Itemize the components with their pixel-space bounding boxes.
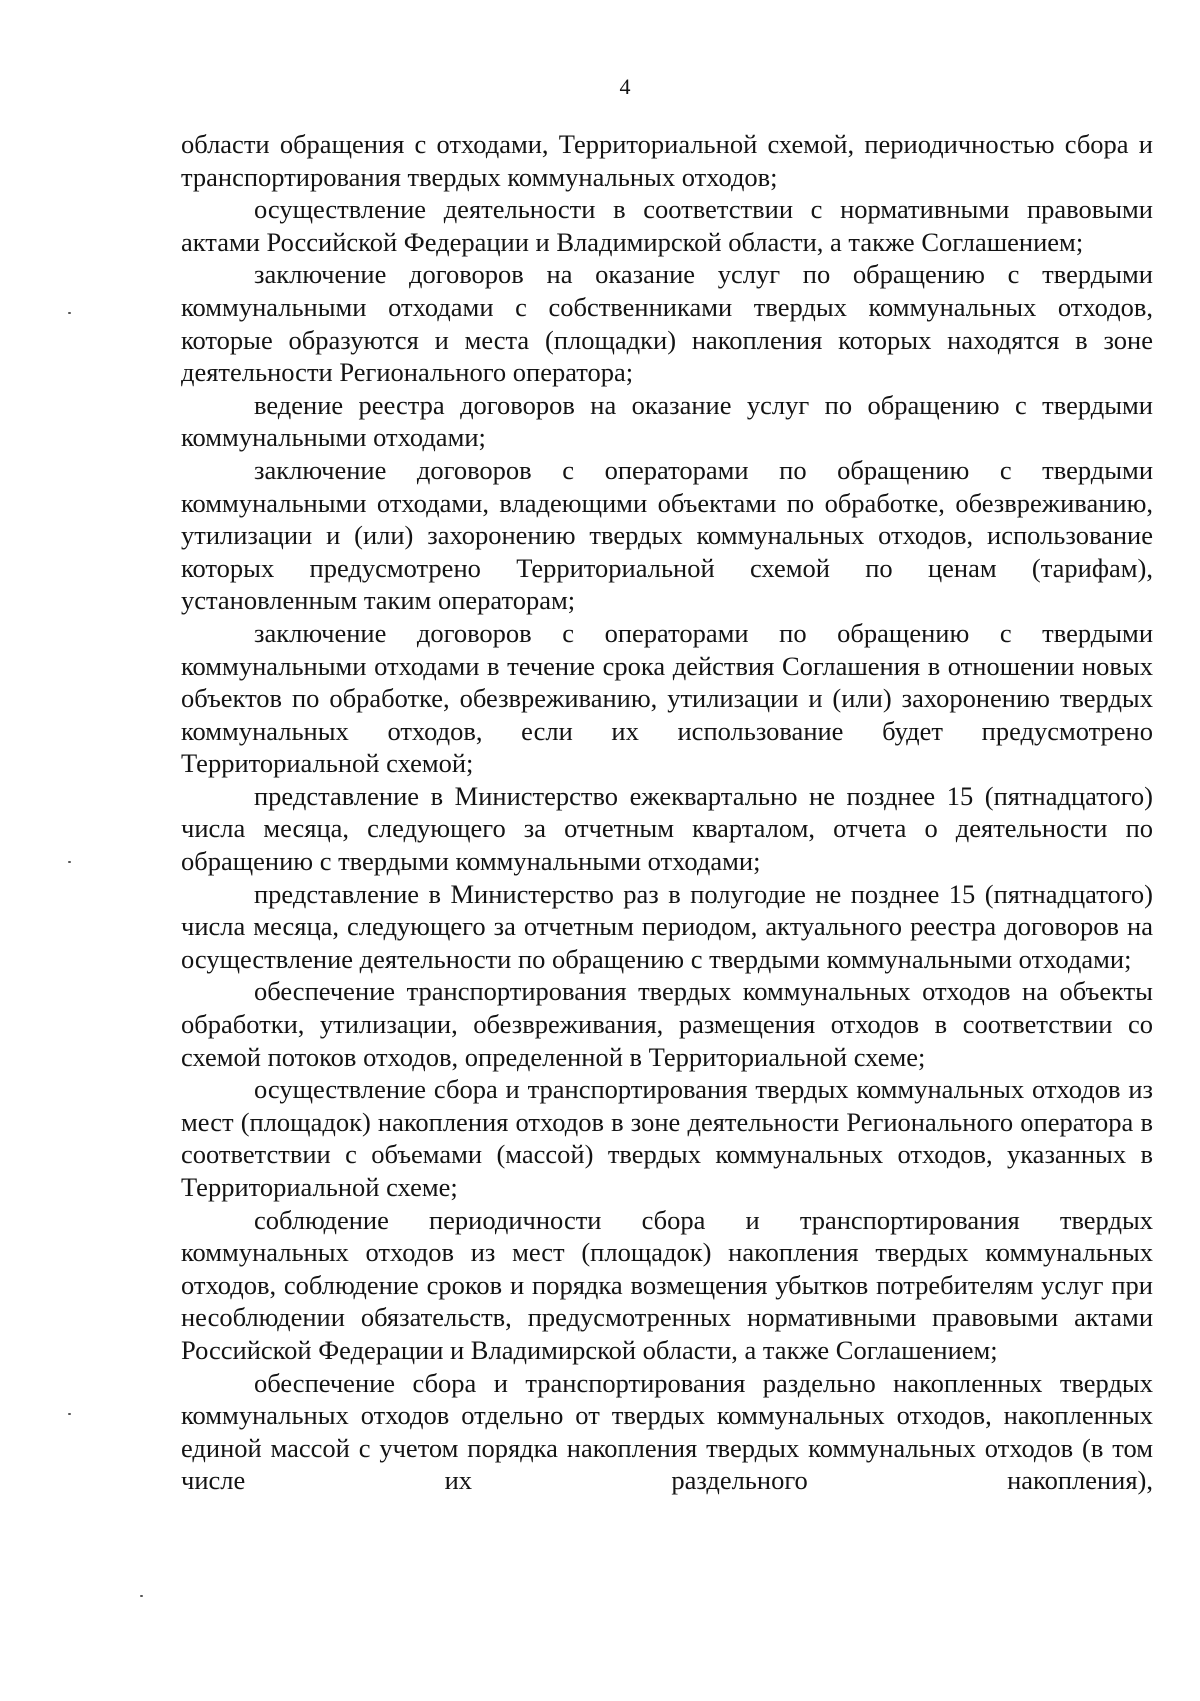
scan-speck — [68, 312, 71, 314]
paragraph: заключение договоров с операторами по обращению с твердыми коммунальными отходами в течение срока действия Соглашения в отношении новых объектов по обработке, обезвреживанию, утилизации и (или) захоронению твердых коммунальных отходов, если их использование будет предусмотрено Территориальной схемой; — [181, 617, 1153, 779]
paragraph: обеспечение транспортирования твердых коммунальных отходов на объекты обработки, утилизации, обезвреживания, размещения отходов в соответствии со схемой потоков отходов, определенной в Территориальной схеме; — [181, 976, 1153, 1072]
paragraph: соблюдение периодичности сбора и транспортирования твердых коммунальных отходов из мест (площадок) накопления твердых коммунальных отходов, соблюдение сроков и порядка возмещения убытков потребителям услуг при несоблюдении обязательств, предусмотренных нормативными правовыми актами Российской Федерации и Владимирской области, а также Соглашением; — [181, 1204, 1153, 1365]
paragraph: ведение реестра договоров на оказание услуг по обращению с твердыми коммунальными отходами; — [181, 389, 1153, 453]
paragraph: осуществление сбора и транспортирования твердых коммунальных отходов из мест (площадок) накопления отходов в зоне деятельности Регионального оператора в соответствии с объемами (массой) твердых коммунальных отходов, указанных в Территориальной схеме; — [181, 1074, 1153, 1202]
scan-speck — [68, 861, 71, 863]
scan-speck — [140, 1595, 143, 1597]
paragraph: области обращения с отходами, Территориальной схемой, периодичностью сбора и транспортирования твердых коммунальных отходов; — [181, 129, 1153, 192]
scan-speck — [68, 1413, 71, 1415]
paragraph: заключение договоров на оказание услуг по обращению с твердыми коммунальными отходами с собственниками твердых коммунальных отходов, которые образуются и места (площадки) накопления которых находятся в зоне деятельности Регионального оператора; — [181, 259, 1153, 388]
document-body — [181, 128, 1153, 1497]
paragraph: осуществление деятельности в соответствии с нормативными правовыми актами Российской Федерации и Владимирской области, а также Соглашением; — [181, 194, 1153, 257]
paragraph: обеспечение сбора и транспортирования раздельно накопленных твердых коммунальных отходов отдельно от твердых коммунальных отходов, накопленных единой массой с учетом порядка накопления твердых коммунальных отходов (в том числе их раздельного накопления), — [181, 1367, 1153, 1496]
paragraph: представление в Министерство ежеквартально не позднее 15 (пятнадцатого) числа месяца, следующего за отчетным кварталом, отчета о деятельности по обращению с твердыми коммунальными отходами; — [181, 780, 1153, 877]
page-number: 4 — [619, 74, 631, 99]
paragraph: представление в Министерство раз в полугодие не позднее 15 (пятнадцатого) числа месяца, следующего за отчетным периодом, актуального реестра договоров на осуществление деятельности по обращению с твердыми коммунальными отходами; — [181, 878, 1153, 974]
paragraph: заключение договоров с операторами по обращению с твердыми коммунальными отходами, владеющими объектами по обработке, обезвреживанию, утилизации и (или) захоронению твердых коммунальных отходов, использование которых предусмотрено Территориальной схемой по ценам (тарифам), установленным таким операторам; — [181, 454, 1153, 616]
